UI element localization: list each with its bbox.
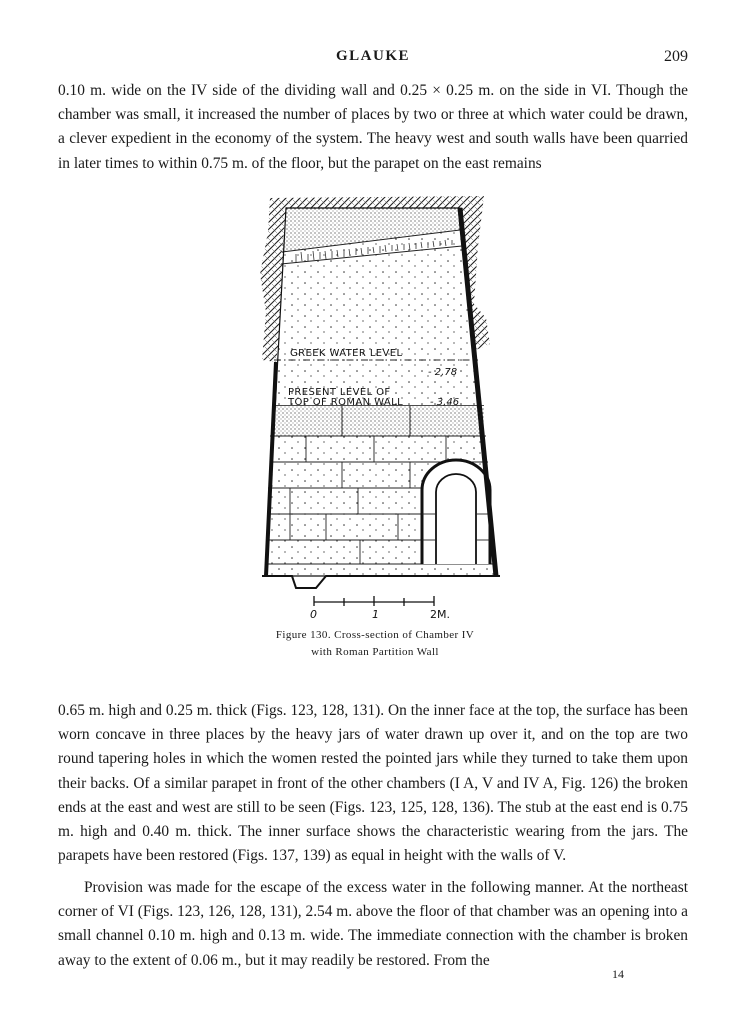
present-level-label-2: TOP OF ROMAN WALL xyxy=(288,397,404,408)
paragraph-2: 0.65 m. high and 0.25 m. thick (Figs. 123, 128, 131). On the inner face at the top, the surface has been worn concave in three places by the heavy jars of water drawn up over it, and on the top are two round tapering holes in which the women rested the pointed jars while they turned to take them upon their backs. Of a similar parapet in front of the other chambers (I A, V and IV A, Fig. 126) the broken ends at the east and west are still to be seen (Figs. 123, 125, 128, 136). The stub at the east end is 0.75 m. high and 0.40 m. thick. The inner surface shows the characteristic wearing from the jars. The parapets have been restored (Figs. 137, 139) as equal in height with the walls of V. xyxy=(58,702,688,865)
figure-cross-section xyxy=(250,192,510,622)
floor-channel xyxy=(262,576,500,588)
arched-opening xyxy=(422,460,490,564)
rock-hatching-top xyxy=(270,196,484,208)
paragraph-3: Provision was made for the escape of the excess water in the following manner. At the northeast corner of VI (Figs. 123, 126, 128, 131), 2.54 m. above the floor of that chamber was an opening into a small channel 0.10 m. high and 0.13 m. wide. The immediate connection with the chamber is broken away to the extent of 0.06 m., but it may readily be restored. From the xyxy=(58,879,688,969)
scale-tick-2: 2M. xyxy=(430,608,450,621)
running-head xyxy=(58,48,688,70)
greek-level-label: GREEK WATER LEVEL xyxy=(290,348,403,359)
page-number: 209 xyxy=(664,48,688,65)
present-level-label-1: PRESENT LEVEL OF xyxy=(288,387,391,398)
paragraph-1: 0.10 m. wide on the IV side of the dividing wall and 0.25 × 0.25 m. on the side in VI. Though the chamber was small, it increased the number of places by two or three at which water could be drawn, a clever expedient in the economy of the system. The heavy west and south walls have been quarried in later times to within 0.75 m. of the floor, but the parapet on the east remains xyxy=(58,82,688,172)
greek-level-value: - 2,78 xyxy=(428,367,458,378)
scale-bar xyxy=(314,596,434,606)
scale-tick-1: 1 xyxy=(372,608,379,621)
cross-section-drawing xyxy=(250,192,510,622)
running-title: GLAUKE xyxy=(335,48,410,64)
scale-tick-0: 0 xyxy=(310,608,317,621)
figure-caption xyxy=(190,627,560,661)
present-level-value: - 3,46 xyxy=(430,397,460,408)
caption-line-1: Figure 130. Cross-section of Chamber IV xyxy=(275,629,475,641)
signature-mark: 14 xyxy=(612,967,624,981)
caption-line-2: with Roman Partition Wall xyxy=(311,646,439,658)
